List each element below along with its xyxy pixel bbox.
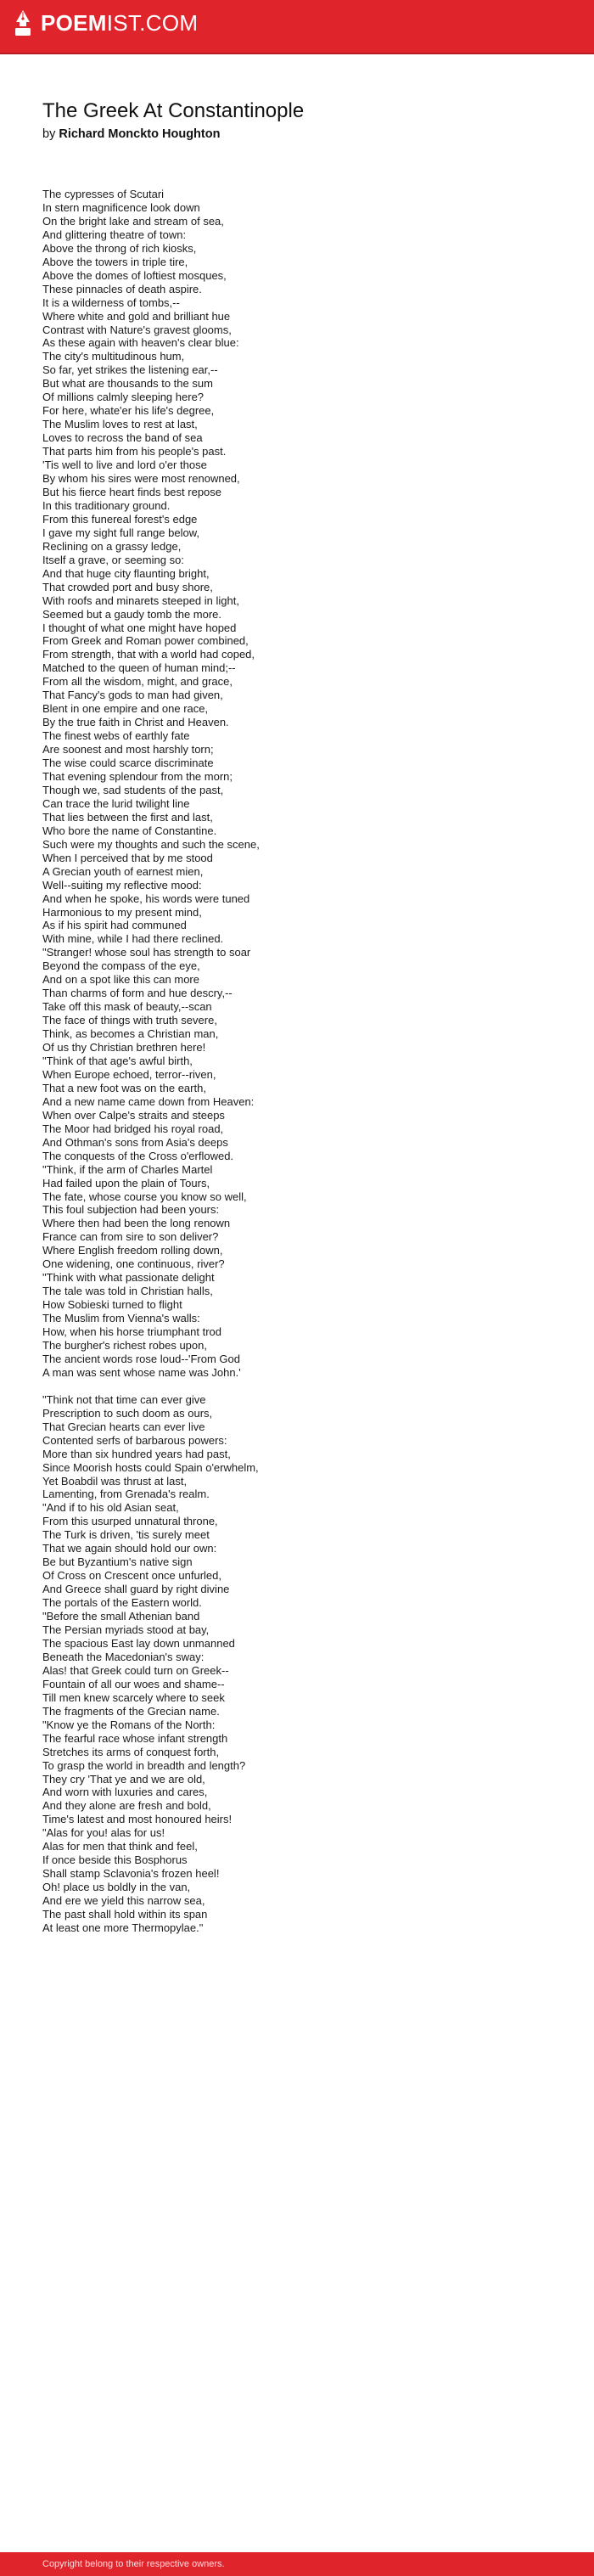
poem-line: Yet Boabdil was thrust at last, [42,1474,188,1488]
poem-line: The conquests of the Cross o'erflowed. [42,1149,234,1162]
poem-line: From Greek and Roman power combined, [42,634,249,648]
poem-line: When Europe echoed, terror--riven, [42,1067,216,1081]
poem-line: Such were my thoughts and such the scene, [42,837,260,851]
poem-line: Alas! that Greek could turn on Greek-- [42,1663,229,1677]
poem-line: How, when his horse triumphant trod [42,1325,221,1339]
poem-line: By whom his sires were most renowned, [42,472,240,486]
poem-line: And worn with luxuries and cares, [42,1786,208,1799]
poem-line: The Turk is driven, 'tis surely meet [42,1528,210,1542]
poem-line: With mine, while I had there reclined. [42,932,224,946]
poem-line: Beyond the compass of the eye, [42,959,200,973]
poem-line: To grasp the world in breadth and length? [42,1758,246,1772]
poem-line: That Fancy's gods to man had given, [42,689,223,702]
poem-line: In stern magnificence look down [42,200,200,214]
poem-line: But his fierce heart finds best repose [42,485,222,498]
poem-line: Well--suiting my reflective mood: [42,878,202,891]
poem-line: The cypresses of Scutari [42,188,165,200]
poem-line: "Think, if the arm of Charles Martel [42,1162,213,1176]
poem-line: "Stranger! whose soul has strength to soar [42,946,251,959]
poem-line: Harmonious to my present mind, [42,905,202,919]
poem-line: Prescription to such doom as ours, [42,1406,213,1420]
site-header [0,0,594,53]
poem-line: And on a spot like this can more [42,973,199,987]
poem-line: "Alas for you! alas for us! [42,1826,165,1840]
poem-line: These pinnacles of death aspire. [42,282,202,295]
poem-line: The fragments of the Grecian name. [42,1704,220,1718]
poem-line: And when he spoke, his words were tuned [42,891,250,905]
poem-line: If once beside this Bosphorus [42,1853,188,1867]
poem-line: The Muslim loves to rest at last, [42,418,198,431]
poem-line: Of Cross on Crescent once unfurled, [42,1569,221,1583]
poem-line: The face of things with truth severe, [42,1014,217,1027]
poem-line: Are soonest and most harshly torn; [42,743,214,756]
poem-line: The Muslim from Vienna's walls: [42,1312,200,1325]
poem-line: When I perceived that by me stood [42,851,213,864]
poem-line: As if his spirit had communed [42,919,187,932]
poem-line: Than charms of form and hue descry,-- [42,987,233,1000]
poem-line: Had failed upon the plain of Tours, [42,1176,210,1190]
poem-line: At least one more Thermopylae." [42,1921,204,1934]
poem-line: "And if to his old Asian seat, [42,1501,179,1515]
poem-line: Alas for men that think and feel, [42,1840,198,1853]
poem-line: Of millions calmly sleeping here? [42,391,205,404]
poem-line: "Think not that time can ever give [42,1392,206,1406]
site-footer [0,2552,594,2576]
poem-line: Can trace the lurid twilight line [42,796,190,810]
poem-line: Where white and gold and brilliant hue [42,309,231,323]
poem-line: Reclining on a grassy ledge, [42,539,182,553]
poem-line: That lies between the first and last, [42,810,213,824]
byline-prefix: by [42,127,56,141]
poem-line: The fate, whose course you know so well, [42,1190,247,1203]
poem-line: It is a wilderness of tombs,-- [42,295,180,309]
poem-line: From all the wisdom, might, and grace, [42,675,233,689]
poem-line: Above the throng of rich kiosks, [42,241,197,255]
poem-line: That evening splendour from the morn; [42,769,233,783]
poem-line: That we again should hold our own: [42,1542,217,1555]
poem-line: Lamenting, from Grenada's realm. [42,1488,210,1501]
poem-byline [42,126,220,143]
poem-line: Above the domes of loftiest mosques, [42,268,227,282]
poem-line: Contrast with Nature's gravest glooms, [42,323,232,336]
poem-line: The tale was told in Christian halls, [42,1285,213,1298]
poem-line: From this funereal forest's edge [42,512,198,526]
poem-line: Where then had been the long renown [42,1217,231,1230]
poem-body [42,188,552,1935]
inkwell-pen-icon [14,9,32,37]
poem-line: Be but Byzantium's native sign [42,1555,193,1569]
poem-line: A Grecian youth of earnest mien, [42,864,204,878]
poem-line: Where English freedom rolling down, [42,1244,223,1257]
poem-line: The city's multitudinous hum, [42,350,185,363]
poem-stanza [42,1393,552,1935]
poem-line: And that huge city flaunting bright, [42,566,210,580]
poem-line: The past shall hold within its span [42,1908,208,1921]
header-divider [0,53,594,54]
poem-line: Since Moorish hosts could Spain o'erwhelm, [42,1460,259,1474]
poem-line: Shall stamp Sclavonia's frozen heel! [42,1867,220,1881]
poem-line: With roofs and minarets steeped in light, [42,593,239,607]
poem-line: 'Tis well to live and lord o'er those [42,458,207,472]
poem-line: But what are thousands to the sum [42,377,213,391]
poem-line: "Think of that age's awful birth, [42,1055,193,1067]
poem-line: France can from sire to son deliver? [42,1230,219,1244]
poem-line: Matched to the queen of human mind;-- [42,661,236,675]
poem-line: This foul subjection had been yours: [42,1203,220,1217]
poem-stanza [42,188,552,1380]
logo-text [41,9,198,37]
poem-line: For here, whate'er his life's degree, [42,404,215,418]
logo-text-light: IST.COM [106,10,199,36]
poem-line: How Sobieski turned to flight [42,1298,182,1312]
poem-line: That crowded port and busy shore, [42,580,213,593]
poem-line: Though we, sad students of the past, [42,783,224,796]
poem-line: From this usurped unnatural throne, [42,1515,218,1528]
poem-line: That Grecian hearts can ever live [42,1420,205,1433]
poem-line: On the bright lake and stream of sea, [42,214,224,228]
poem-line: A man was sent whose name was John.' [42,1365,241,1379]
poem-line: The ancient words rose loud--'From God [42,1352,240,1365]
poem-line: I thought of what one might have hoped [42,621,237,634]
poem-line: And a new name came down from Heaven: [42,1094,255,1108]
poem-line: More than six hundred years had past, [42,1447,231,1460]
poem-line: And ere we yield this narrow sea, [42,1894,205,1908]
poem-line: And Greece shall guard by right divine [42,1583,230,1596]
poem-line: The Persian myriads stood at bay, [42,1623,210,1637]
poem-line: Beneath the Macedonian's sway: [42,1650,205,1663]
poem-line: "Know ye the Romans of the North: [42,1718,216,1731]
poem-line: Time's latest and most honoured heirs! [42,1813,233,1826]
poem-line: By the true faith in Christ and Heaven. [42,716,229,729]
poem-line: Fountain of all our woes and shame-- [42,1677,225,1690]
logo-text-bold: POEM [41,10,107,36]
poem-line: The spacious East lay down unmanned [42,1636,235,1650]
poem-title: The Greek At Constantinople [42,99,305,122]
poem-line: The Moor had bridged his royal road, [42,1122,224,1135]
poem-line: Of us thy Christian brethren here! [42,1041,206,1055]
poem-line: Stretches its arms of conquest forth, [42,1745,220,1758]
poem-line: And glittering theatre of town: [42,228,187,241]
poem-line: One widening, one continuous, river? [42,1257,225,1271]
poem-line: Seemed but a gaudy tomb the more. [42,607,222,621]
poem-line: I gave my sight full range below, [42,526,199,539]
poem-line: Oh! place us boldly in the van, [42,1881,191,1894]
site-logo[interactable] [14,9,198,37]
author-link[interactable]: Richard Monckto Houghton [59,127,221,141]
poem-line: Loves to recross the band of sea [42,431,203,445]
poem-line: The fearful race whose infant strength [42,1731,228,1745]
poem-line: That parts him from his people's past. [42,445,227,458]
poem-line: The wise could scarce discriminate [42,756,214,770]
poem-line: That a new foot was on the earth, [42,1081,206,1094]
poem-line: They cry 'That ye and we are old, [42,1772,205,1786]
poem-line: Contented serfs of barbarous powers: [42,1433,227,1447]
poem-line: And Othman's sons from Asia's deeps [42,1135,228,1149]
poem-line: Itself a grave, or seeming so: [42,553,184,566]
poem-line: "Think with what passionate delight [42,1271,215,1285]
poem-line: The portals of the Eastern world. [42,1596,202,1610]
poem-line: Think, as becomes a Christian man, [42,1027,219,1041]
poem-line: From strength, that with a world had coped, [42,648,255,661]
poem-line: Blent in one empire and one race, [42,702,209,716]
poem-line: When over Calpe's straits and steeps [42,1108,225,1122]
poem-line: Take off this mask of beauty,--scan [42,1000,212,1014]
poem-line: "Before the small Athenian band [42,1610,200,1623]
poem-line: As these again with heaven's clear blue: [42,336,239,350]
poem-line: In this traditionary ground. [42,498,171,512]
stanza-break [42,1380,552,1393]
poem-line: And they alone are fresh and bold, [42,1799,211,1813]
poem-line: Above the towers in triple tire, [42,255,188,268]
poem-line: Who bore the name of Constantine. [42,824,217,837]
poem-line: So far, yet strikes the listening ear,-- [42,363,218,377]
poem-line: The finest webs of earthly fate [42,729,190,743]
copyright-notice: Copyright belong to their respective owners. [42,2559,225,2569]
poem-line: The burgher's richest robes upon, [42,1339,207,1353]
poem-line: Till men knew scarcely where to seek [42,1690,225,1704]
